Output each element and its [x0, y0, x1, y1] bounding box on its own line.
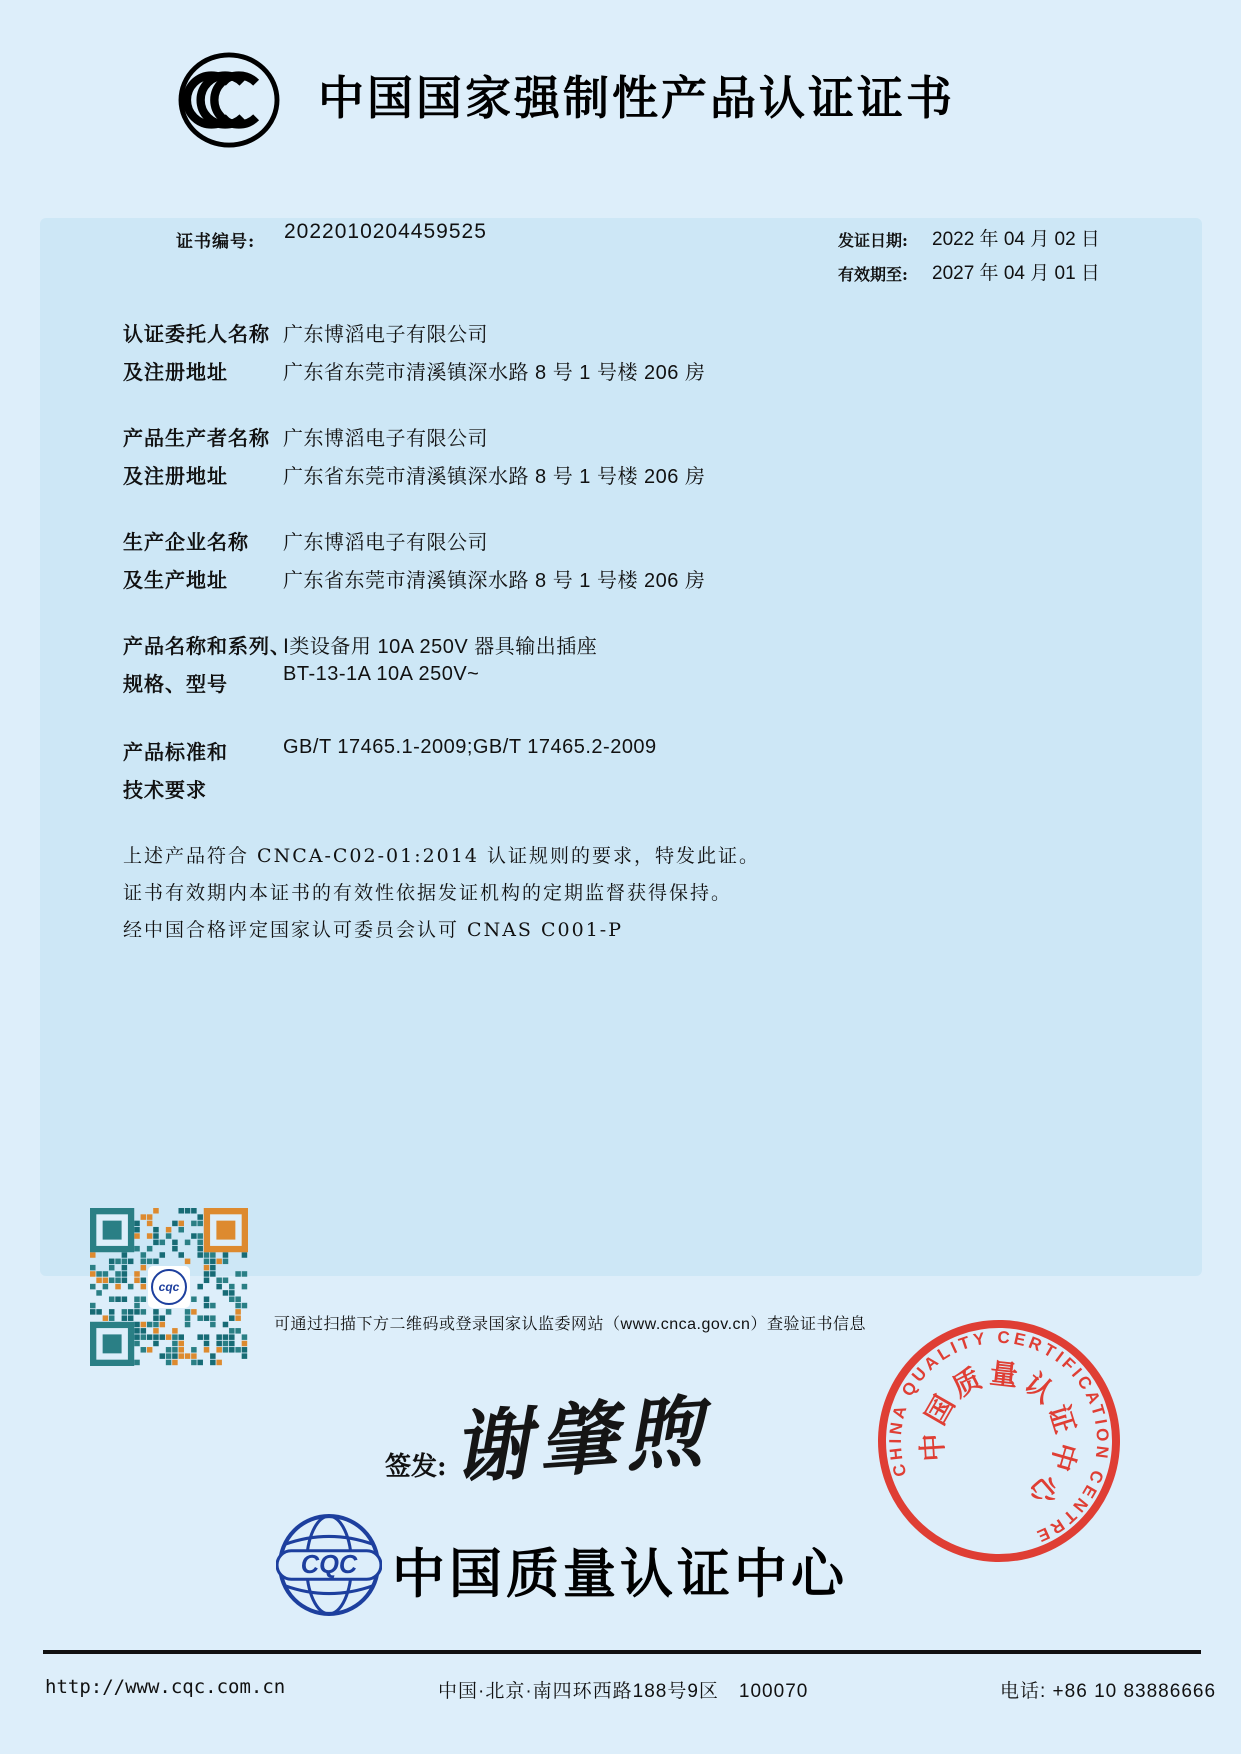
- ccc-logo-icon: [178, 52, 280, 148]
- footer-address: 中国·北京·南四环西路188号9区 100070: [438, 1681, 809, 1702]
- footer-divider: [43, 1650, 1201, 1654]
- footer-phone: 电话: +86 10 83886666: [1000, 1681, 1217, 1702]
- field-applicant-address-value: 广东省东莞市清溪镇深水路 8 号 1 号楼 206 房: [283, 362, 706, 384]
- field-product-name-label: 产品名称和系列、: [123, 636, 291, 658]
- issuer-name: 中国质量认证中心: [392, 1545, 848, 1604]
- statement-line: 上述产品符合 CNCA-C02-01:2014 认证规则的要求，特发此证。: [123, 845, 760, 867]
- field-product-name-value: Ⅰ类设备用 10A 250V 器具输出插座: [283, 636, 598, 658]
- field-producer-name-label: 产品生产者名称: [123, 428, 270, 450]
- qr-code: [90, 1208, 248, 1366]
- statement-line: 证书有效期内本证书的有效性依据发证机构的定期监督获得保持。: [123, 882, 733, 904]
- field-factory-name-value: 广东博滔电子有限公司: [283, 532, 488, 554]
- svg-text:CHINA QUALITY CERTIFICATION CE: CHINA QUALITY CERTIFICATION CENTRE: [885, 1327, 1113, 1547]
- field-applicant-name-label: 认证委托人名称: [123, 324, 270, 346]
- svg-text:中国质量认证中心: 中国质量认证中心: [915, 1356, 1084, 1515]
- signature-name: 谢肇煦: [449, 1386, 714, 1495]
- footer-website: http://www.cqc.com.cn: [45, 1676, 286, 1698]
- field-factory-name-label: 生产企业名称: [123, 532, 249, 554]
- field-applicant-address-label: 及注册地址: [123, 362, 228, 384]
- cqc-globe-logo-icon: [276, 1512, 382, 1618]
- field-product-model-value: BT-13-1A 10A 250V~: [283, 663, 480, 685]
- field-producer-address-value: 广东省东莞市清溪镇深水路 8 号 1 号楼 206 房: [283, 466, 706, 488]
- issue-date-value: 2022 年 04 月 02 日: [932, 229, 1100, 250]
- verification-note: 可通过扫描下方二维码或登录国家认监委网站（www.cnca.gov.cn）查验证书信息: [274, 1316, 866, 1333]
- issue-date-label: 发证日期:: [838, 231, 908, 250]
- field-product-model-label: 规格、型号: [123, 674, 228, 696]
- field-producer-name-value: 广东博滔电子有限公司: [283, 428, 488, 450]
- statement-line: 经中国合格评定国家认可委员会认可 CNAS C001-P: [123, 919, 623, 941]
- cert-number-label: 证书编号:: [176, 232, 256, 252]
- field-factory-address-label: 及生产地址: [123, 570, 228, 592]
- svg-text:CQC: CQC: [300, 1551, 358, 1580]
- field-standard-value: GB/T 17465.1-2009;GB/T 17465.2-2009: [283, 736, 657, 758]
- valid-until-value: 2027 年 04 月 01 日: [932, 263, 1100, 284]
- field-standard-label: 产品标准和: [123, 742, 228, 764]
- signature-label: 签发:: [385, 1452, 447, 1482]
- field-factory-address-value: 广东省东莞市清溪镇深水路 8 号 1 号楼 206 房: [283, 570, 706, 592]
- qr-center-logo: [148, 1266, 190, 1308]
- field-applicant-name-value: 广东博滔电子有限公司: [283, 324, 488, 346]
- statements-block: [123, 838, 760, 949]
- cert-number-value: 2022010204459525: [284, 220, 487, 243]
- cqc-mini-logo-icon: cqc: [151, 1269, 187, 1305]
- page-title: 中国国家强制性产品认证证书: [318, 72, 955, 124]
- field-producer-address-label: 及注册地址: [123, 466, 228, 488]
- valid-until-label: 有效期至:: [838, 265, 908, 284]
- field-requirement-label: 技术要求: [123, 780, 207, 802]
